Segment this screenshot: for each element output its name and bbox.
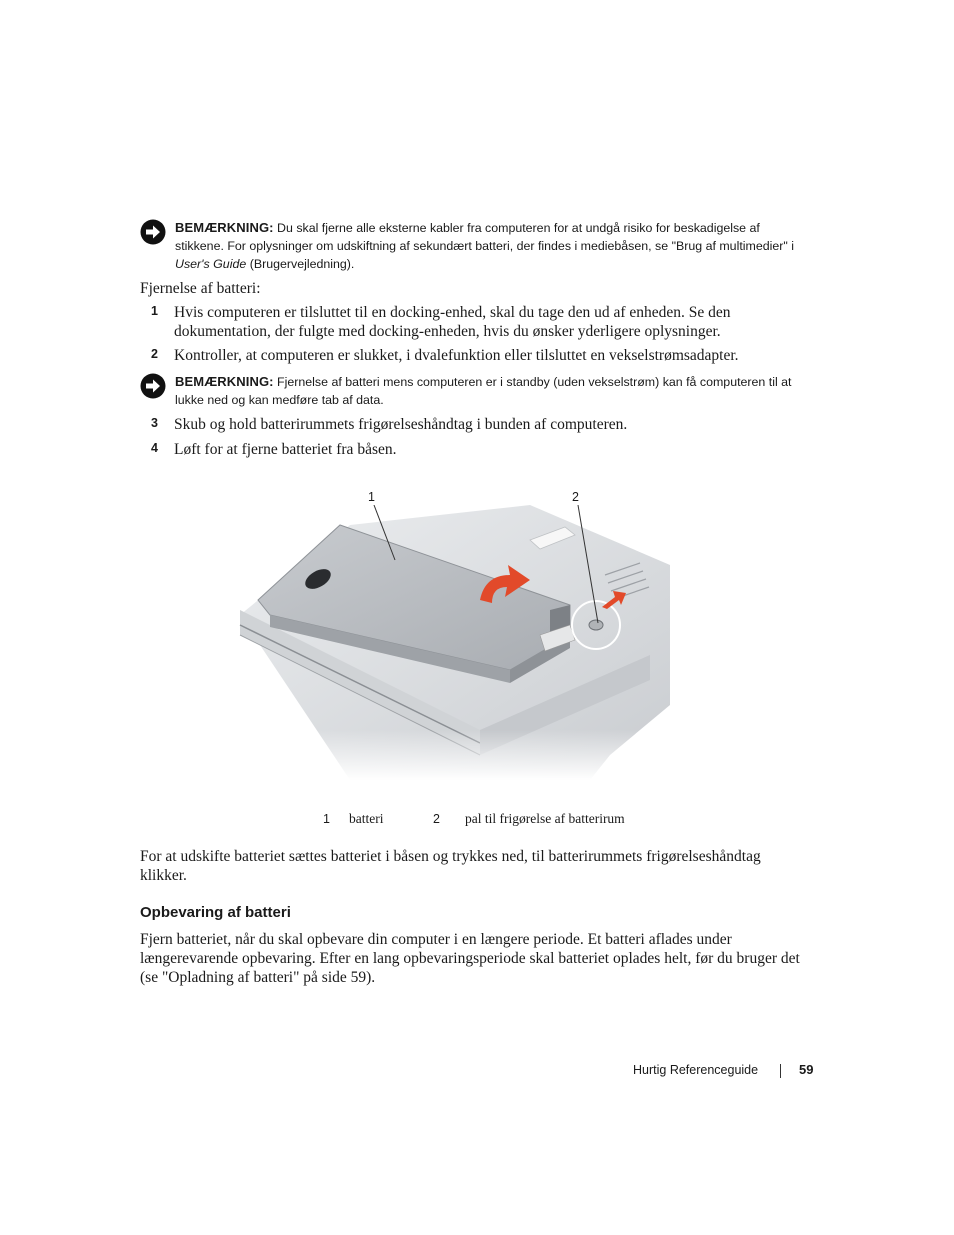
step-text: Skub og hold batterirummets frigørelseshåndtag i bunden af computeren. <box>174 416 628 433</box>
intro-text: Fjernelse af batteri: <box>140 280 261 297</box>
notice-body: Du skal fjerne alle eksterne kabler fra computeren for at undgå risiko for beskadigelse af stikkene. For oplysninger om udskiftning af sekundært batteri, der findes i mediebåsen, se "Brug af multimedier" i <box>175 221 794 253</box>
page-number: 59 <box>799 1062 814 1077</box>
step-text: Hvis computeren er tilsluttet til en docking-enhed, skal du tage den ud af enheden. Se den dokumentation, der fulgte med docking-enheden, hvis du ønsker yderligere oplysninger. <box>174 304 731 340</box>
notice-arrow-icon <box>140 373 166 399</box>
notice-arrow-icon <box>140 219 166 245</box>
notice-cables <box>140 219 812 273</box>
storage-text: Fjern batteriet, når du skal opbevare din computer i en længere periode. Et batteri aflades under længerevarende opbevaring. Efter en lang opbevaringsperiode skal batteriet oplades helt, før du bruger det (se "Opladning af batteri" på side 59). <box>140 931 800 986</box>
legend-num-1: 1 <box>323 812 330 826</box>
footer-separator <box>780 1064 781 1078</box>
notice-text <box>175 373 812 409</box>
step-1 <box>140 303 820 341</box>
users-guide-title: User's Guide <box>175 257 247 271</box>
notice-text <box>175 219 812 273</box>
legend-num-2: 2 <box>433 812 440 826</box>
section-title: Opbevaring af batteri <box>140 904 291 921</box>
step-number: 4 <box>151 441 158 455</box>
notice-body: Fjernelse af batteri mens computeren er i standby (uden vekselstrøm) kan få computeren til at lukke ned og kan medføre tab af data. <box>175 375 792 407</box>
step-3 <box>140 415 820 434</box>
notice-standby <box>140 373 812 409</box>
battery-removal-illustration <box>230 505 670 780</box>
footer-title: Hurtig Referenceguide <box>633 1063 759 1077</box>
callout-1: 1 <box>368 490 375 504</box>
notice-label: BEMÆRKNING: <box>175 220 274 235</box>
step-2 <box>140 346 820 365</box>
legend-text-1: batteri <box>349 811 384 826</box>
step-text: Kontroller, at computeren er slukket, i dvalefunktion eller tilsluttet en vekselstrømsadapter. <box>174 347 739 364</box>
step-4 <box>140 440 820 459</box>
legend-text-2: pal til frigørelse af batterirum <box>465 811 625 826</box>
replace-battery-text: For at udskifte batteriet sættes batteriet i båsen og trykkes ned, til batterirummets frigørelseshåndtag klikker. <box>140 848 761 884</box>
notice-label: BEMÆRKNING: <box>175 374 274 389</box>
step-number: 3 <box>151 416 158 430</box>
illustration-fade <box>230 730 670 780</box>
step-text: Løft for at fjerne batteriet fra båsen. <box>174 441 397 458</box>
step-number: 1 <box>151 304 158 318</box>
callout-2: 2 <box>572 490 579 504</box>
notice-body-end: (Brugervejledning). <box>249 257 355 271</box>
step-number: 2 <box>151 347 158 361</box>
release-latch <box>589 620 603 630</box>
